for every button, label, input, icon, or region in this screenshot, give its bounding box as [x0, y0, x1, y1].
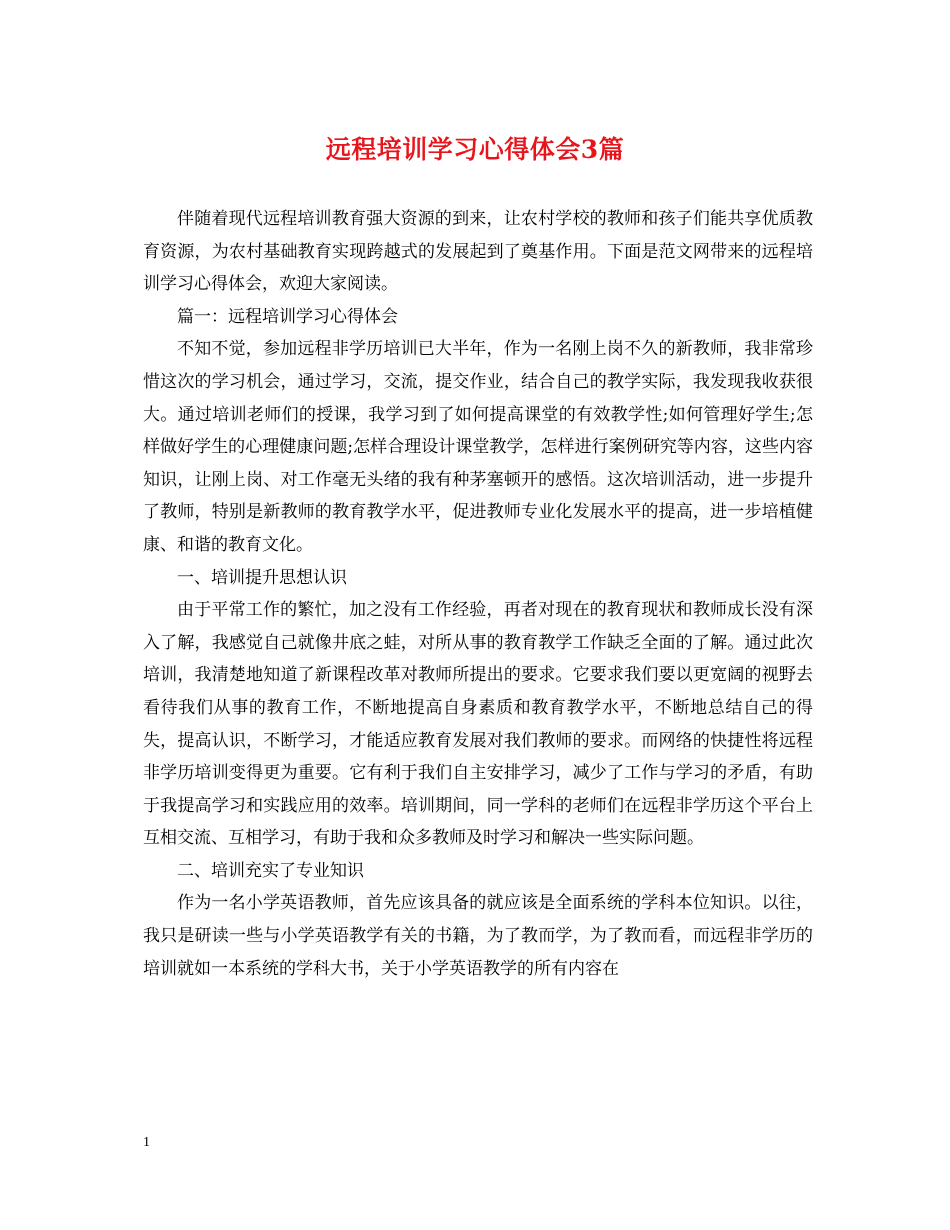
document-title: 远程培训学习心得体会3篇 [325, 135, 625, 164]
paragraph-part1-opening: 不知不觉，参加远程非学历培训已大半年，作为一名刚上岗不久的新教师，我非常珍惜这次的学习机会，通过学习，交流，提交作业，结合自己的教学实际，我发现我收获很大。通过培训老师们的授课，我学习到了如何提高课堂的有效教学性;如何管理好学生;怎样做好学生的心理健康问题;怎样合理设计课堂教学，怎样进行案例研究等内容，这些内容知识，让刚上岗、对工作毫无头绪的我有种茅塞顿开的感悟。这次培训活动，进一步提升了教师，特别是新教师的教育教学水平，促进教师专业化发展水平的提高，进一步培植健康、和谐的教育文化。 [143, 339, 813, 555]
subheading-two: 二、培训充实了专业知识 [177, 860, 364, 881]
subheading-one: 一、培训提升思想认识 [177, 567, 347, 588]
page-number: 1 [143, 1135, 150, 1150]
paragraph-one: 由于平常工作的繁忙，加之没有工作经验，再者对现在的教育现状和教师成长没有深入了解，我感觉自己就像井底之蛙，对所从事的教育教学工作缺乏全面的了解。通过此次培训，我清楚地知道了新课程改革对教师所提出的要求。它要求我们要以更宽阔的视野去看待我们从事的教育工作，不断地提高自身素质和教育教学水平，不断地总结自己的得失，提高认识，不断学习，才能适应教育发展对我们教师的要求。而网络的快捷性将远程非学历培训变得更为重要。它有利于我们自主安排学习，减少了工作与学习的矛盾，有助于我提高学习和实践应用的效率。培训期间，同一学科的老师们在远程非学历这个平台上互相交流、互相学习，有助于我和众多教师及时学习和解决一些实际问题。 [143, 600, 813, 849]
paragraph-intro: 伴随着现代远程培训教育强大资源的到来，让农村学校的教师和孩子们能共享优质教育资源，为农村基础教育实现跨越式的发展起到了奠基作用。下面是范文网带来的远程培训学习心得体会，欢迎大家阅读。 [143, 209, 813, 295]
section-heading-part1: 篇一：远程培训学习心得体会 [177, 306, 398, 327]
document-body [143, 203, 813, 985]
paragraph-two: 作为一名小学英语教师，首先应该具备的就应该是全面系统的学科本位知识。以往，我只是研读一些与小学英语教学有关的书籍，为了教而学，为了教而看，而远程非学历的培训就如一本系统的学科大书，关于小学英语教学的所有内容在 [143, 893, 813, 979]
